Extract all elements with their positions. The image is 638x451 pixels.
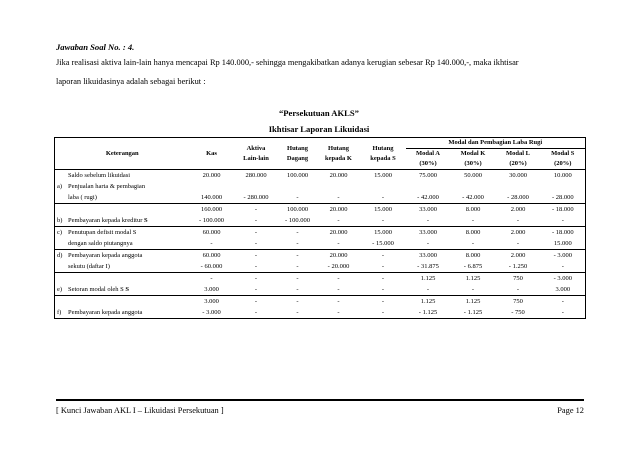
table-cell: - bbox=[426, 286, 430, 293]
table-cell: 2.000 bbox=[496, 204, 541, 216]
table-cell: - bbox=[381, 194, 385, 201]
company-title: “Persekutuan AKLS” bbox=[279, 108, 359, 118]
table-cell: 8.000 bbox=[451, 204, 496, 216]
row-description bbox=[55, 296, 190, 308]
table-cell: - bbox=[337, 240, 340, 247]
table-cell: - bbox=[234, 204, 279, 216]
answer-heading: Jawaban Soal No. : 4. bbox=[56, 42, 135, 52]
table-cell: 140.000 bbox=[200, 194, 223, 201]
table-row bbox=[55, 307, 586, 319]
table-cell: 100.000 bbox=[279, 204, 317, 216]
table-cell: - bbox=[516, 240, 520, 247]
row-label: d) bbox=[57, 252, 63, 259]
header-hutang-s-line2: kepada S bbox=[370, 154, 396, 162]
table-cell: 1.125 bbox=[406, 296, 451, 308]
table-row bbox=[55, 261, 586, 273]
table-cell: 2.000 bbox=[496, 227, 541, 239]
table-cell: - bbox=[254, 240, 258, 247]
table-cell: 15.000 bbox=[361, 227, 406, 239]
table-cell: - 42.000 bbox=[417, 194, 439, 201]
table-cell: 2.000 bbox=[496, 250, 541, 262]
table-row bbox=[55, 170, 586, 182]
table-cell: - bbox=[279, 250, 317, 262]
table-cell: - bbox=[279, 227, 317, 239]
table-cell: 15.000 bbox=[541, 238, 586, 250]
table-cell: 20.000 bbox=[317, 250, 361, 262]
table-cell: - 20.000 bbox=[327, 263, 350, 270]
row-description bbox=[55, 215, 190, 227]
intro-line-1: Jika realisasi aktiva lain-lain hanya mencapai Rp 140.000,- sehingga mengakibatkan adanya kerugian sebesar Rp 140.000,-, maka ikhtisar bbox=[56, 58, 519, 67]
header-pct-a: (30%) bbox=[419, 160, 437, 167]
table-cell: - 6.875 bbox=[463, 263, 483, 270]
table-cell: 750 bbox=[496, 273, 541, 285]
row-description bbox=[55, 170, 190, 182]
header-keterangan: Keterangan bbox=[55, 138, 190, 170]
table-row bbox=[55, 181, 586, 192]
row-description bbox=[55, 284, 190, 296]
row-text: Pembayaran kepada anggota bbox=[68, 252, 143, 259]
table-cell bbox=[361, 181, 406, 192]
table-cell: - 100.000 bbox=[285, 217, 310, 224]
footer-title: [ Kunci Jawaban AKL I – Likuidasi Persekutuan ] bbox=[56, 406, 224, 415]
row-description bbox=[55, 227, 190, 239]
table-cell: - bbox=[296, 194, 299, 201]
table-cell: 280.000 bbox=[234, 170, 279, 182]
table-cell: - bbox=[254, 286, 258, 293]
row-text: Pembayaran kepada kreditur bbox=[68, 217, 143, 224]
table-cell bbox=[317, 181, 361, 192]
table-cell: - bbox=[234, 296, 279, 308]
header-hutang-dagang-line1: Hutang bbox=[287, 144, 308, 152]
table-cell: - bbox=[471, 217, 475, 224]
table-cell: - 28.000 bbox=[541, 192, 586, 204]
table-cell: 33.000 bbox=[406, 250, 451, 262]
table-cell bbox=[190, 181, 234, 192]
row-description bbox=[55, 261, 190, 273]
row-text: dengan saldo piutangnya bbox=[68, 240, 133, 247]
table-cell: 1.125 bbox=[451, 296, 496, 308]
report-title: Ikhtisar Laporan Likuidasi bbox=[268, 124, 370, 134]
header-hutang-k bbox=[317, 138, 361, 170]
table-row bbox=[55, 238, 586, 250]
table-cell bbox=[451, 181, 496, 192]
table-cell: 15.000 bbox=[361, 170, 406, 182]
row-label: e) bbox=[57, 286, 63, 293]
table-cell: - bbox=[471, 240, 475, 247]
header-hutang-dagang-line2: Dagang bbox=[286, 154, 309, 162]
table-row bbox=[55, 284, 586, 296]
table-cell bbox=[406, 181, 451, 192]
header-kas: Kas bbox=[190, 138, 234, 170]
table-cell: - bbox=[234, 307, 279, 319]
table-cell: - 3.000 bbox=[190, 307, 234, 319]
table-cell: - bbox=[317, 273, 361, 285]
table-cell: - bbox=[381, 217, 385, 224]
table-cell: - 18.000 bbox=[541, 227, 586, 239]
table-cell: - 3.000 bbox=[541, 250, 586, 262]
table-cell bbox=[234, 181, 279, 192]
row-label: f) bbox=[57, 309, 62, 316]
row-description bbox=[55, 204, 190, 216]
header-modal-k: Modal K bbox=[460, 150, 486, 157]
table-cell: - 100.000 bbox=[199, 217, 224, 224]
table-cell: - 1.125 bbox=[451, 307, 496, 319]
table-cell: - bbox=[317, 307, 361, 319]
table-row bbox=[55, 227, 586, 239]
table-cell: - bbox=[254, 217, 258, 224]
table-cell: - 1.125 bbox=[406, 307, 451, 319]
table-cell: - 18.000 bbox=[541, 204, 586, 216]
table-row bbox=[55, 250, 586, 262]
header-hutang-s-line1: Hutang bbox=[372, 144, 394, 152]
table-cell: - bbox=[541, 261, 586, 273]
header-aktiva bbox=[234, 138, 279, 170]
table-cell: 15.000 bbox=[361, 204, 406, 216]
header-modal-a: Modal A bbox=[415, 150, 441, 157]
table-cell: - bbox=[337, 286, 340, 293]
table-cell: 20.000 bbox=[317, 227, 361, 239]
table-cell: 1.125 bbox=[451, 273, 496, 285]
table-cell: 33.000 bbox=[406, 227, 451, 239]
row-text: Saldo sebelum likuidasi bbox=[68, 172, 131, 179]
table-cell: - bbox=[541, 307, 586, 319]
row-label: a) bbox=[57, 183, 63, 190]
table-cell: 50.000 bbox=[451, 170, 496, 182]
table-cell: - bbox=[361, 250, 406, 262]
table-cell: 1.125 bbox=[406, 273, 451, 285]
table-cell: - bbox=[516, 286, 520, 293]
header-pct-s: (20%) bbox=[541, 159, 586, 170]
intro-line-2: laporan likuidasinya adalah sebagai berikut : bbox=[56, 77, 206, 86]
header-pct-k: (30%) bbox=[464, 160, 482, 167]
table-cell: 60.000 bbox=[190, 227, 234, 239]
header-modal-l: Modal L bbox=[505, 150, 531, 157]
table-cell: - bbox=[190, 273, 234, 285]
table-cell: 160.000 bbox=[190, 204, 234, 216]
table-cell: - bbox=[296, 286, 299, 293]
table-cell: - bbox=[361, 307, 406, 319]
row-text-bold: S bbox=[125, 286, 130, 293]
table-cell: - 28.000 bbox=[507, 194, 529, 201]
table-cell: - bbox=[234, 250, 279, 262]
table-cell: - bbox=[254, 263, 258, 270]
header-hutang-dagang bbox=[279, 138, 317, 170]
table-cell bbox=[541, 181, 586, 192]
row-label: c) bbox=[57, 229, 63, 236]
header-pct-l: (20%) bbox=[509, 160, 527, 167]
table-cell: 8.000 bbox=[451, 227, 496, 239]
table-cell: - bbox=[296, 263, 299, 270]
table-cell: - bbox=[426, 240, 430, 247]
row-text: laba ( rugi) bbox=[68, 194, 97, 201]
row-description bbox=[55, 307, 190, 319]
table-cell: - bbox=[516, 217, 520, 224]
table-cell: 10.000 bbox=[541, 170, 586, 182]
row-text: Pembayaran kepada anggota bbox=[68, 309, 143, 316]
row-text-bold: S bbox=[143, 217, 148, 224]
table-row bbox=[55, 192, 586, 204]
row-description bbox=[55, 181, 190, 192]
table-cell: - bbox=[279, 296, 317, 308]
table-row bbox=[55, 204, 586, 216]
table-cell: - bbox=[337, 194, 340, 201]
table-cell: - bbox=[234, 273, 279, 285]
table-cell: - bbox=[426, 217, 430, 224]
row-description bbox=[55, 238, 190, 250]
table-cell: - bbox=[279, 273, 317, 285]
table-cell: 75.000 bbox=[406, 170, 451, 182]
table-row bbox=[55, 296, 586, 308]
table-cell: 3.000 bbox=[190, 296, 234, 308]
table-cell: - bbox=[381, 286, 385, 293]
page-number: Page 12 bbox=[557, 406, 584, 415]
footer-divider bbox=[56, 399, 584, 401]
table-cell: - bbox=[361, 273, 406, 285]
table-row bbox=[55, 273, 586, 285]
table-cell bbox=[279, 181, 317, 192]
table-cell: - 42.000 bbox=[462, 194, 484, 201]
table-cell: - bbox=[210, 240, 213, 247]
row-text: Setoran modal oleh S bbox=[68, 286, 124, 293]
table-cell: - bbox=[541, 296, 586, 308]
table-cell: 20.000 bbox=[317, 204, 361, 216]
table-cell: - bbox=[471, 286, 475, 293]
row-description bbox=[55, 250, 190, 262]
row-description bbox=[55, 192, 190, 204]
table-cell: - bbox=[234, 227, 279, 239]
header-hutang-k-line2: kepada K bbox=[325, 154, 352, 162]
row-description bbox=[55, 273, 190, 285]
row-text: sekutu (daftar I) bbox=[68, 263, 110, 270]
table-cell: - 3.000 bbox=[541, 273, 586, 285]
table-cell: 750 bbox=[496, 296, 541, 308]
header-modal-group: Modal dan Pembagian Laba Rugi bbox=[406, 138, 586, 149]
header-modal-s: Modal S bbox=[541, 149, 586, 160]
table-cell: - bbox=[279, 307, 317, 319]
table-row bbox=[55, 215, 586, 227]
header-hutang-k-line1: Hutang bbox=[328, 144, 349, 152]
table-cell: 8.000 bbox=[451, 250, 496, 262]
table-cell: 30.000 bbox=[496, 170, 541, 182]
table-cell: 100.000 bbox=[279, 170, 317, 182]
table-cell: 20.000 bbox=[317, 170, 361, 182]
header-hutang-s bbox=[361, 138, 406, 170]
table-cell: 3.000 bbox=[204, 286, 219, 293]
liquidation-table bbox=[54, 137, 586, 319]
table-cell: - bbox=[337, 217, 340, 224]
table-cell: - 750 bbox=[496, 307, 541, 319]
header-aktiva-line1: Aktiva bbox=[246, 144, 266, 152]
table-cell: 60.000 bbox=[190, 250, 234, 262]
table-cell: - bbox=[541, 215, 586, 227]
table-cell: - 60.000 bbox=[200, 263, 223, 270]
table-cell: - 1.250 bbox=[508, 263, 528, 270]
row-label: b) bbox=[57, 217, 63, 224]
header-aktiva-line2: Lain-lain bbox=[243, 154, 269, 162]
table-cell: - 15.000 bbox=[372, 240, 394, 247]
table-cell: - bbox=[361, 296, 406, 308]
table-cell: - bbox=[381, 263, 385, 270]
table-cell: 33.000 bbox=[406, 204, 451, 216]
table-cell: 20.000 bbox=[190, 170, 234, 182]
table-body bbox=[55, 170, 586, 319]
table-cell: - 280.000 bbox=[243, 194, 269, 201]
table-cell: - bbox=[296, 240, 299, 247]
table-cell: - bbox=[317, 296, 361, 308]
table-cell: - 31.875 bbox=[417, 263, 439, 270]
row-text: Penutupan defisit modal S bbox=[68, 229, 137, 236]
table-cell bbox=[496, 181, 541, 192]
row-text: Penjualan harta & pembagian bbox=[68, 183, 146, 190]
table-cell: 3.000 bbox=[541, 284, 586, 296]
